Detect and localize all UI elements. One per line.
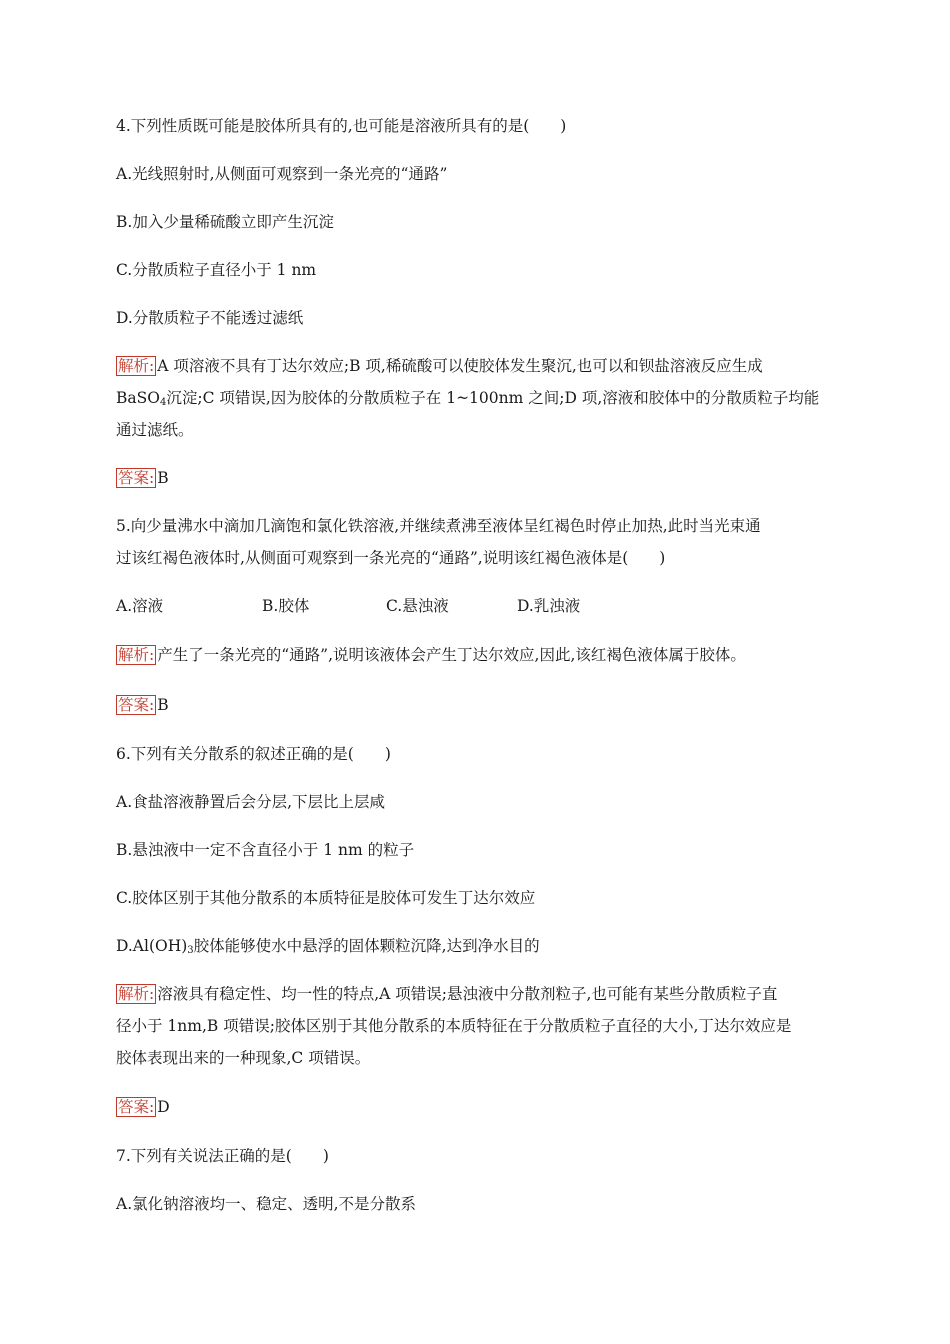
q6-option-a: A.食盐溶液静置后会分层,下层比上层咸 [116, 793, 386, 811]
analysis-label: 解析: [118, 985, 155, 1003]
answer-label: 答案: [118, 1098, 155, 1116]
q4-analysis-formula: BaSO [116, 389, 160, 407]
q4-option-c: C.分散质粒子直径小于 1 nm [116, 261, 317, 279]
q4-answer-value: B [157, 469, 169, 487]
q4-analysis-text-1: A 项溶液不具有丁达尔效应;B 项,稀硫酸可以使胶体发生聚沉,也可以和钡盐溶液反应生成 [157, 357, 763, 375]
answer-label: 答案: [118, 469, 155, 487]
q4-option-b: B.加入少量稀硫酸立即产生沉淀 [116, 213, 334, 231]
q6-answer [116, 1097, 836, 1117]
q4-option-d: D.分散质粒子不能透过滤纸 [116, 309, 304, 327]
q6-option-d [116, 936, 836, 961]
q6-analysis-text-1: 溶液具有稳定性、均一性的特点,A 项错误;悬浊液中分散剂粒子,也可能有某些分散质粒子直 [157, 985, 778, 1003]
q5-stem-line-2: 过该红褐色液体时,从侧面可观察到一条光亮的“通路”,说明该红褐色液体是( ) [116, 549, 666, 567]
q6-option-c: C.胶体区别于其他分散系的本质特征是胶体可发生丁达尔效应 [116, 889, 536, 907]
q6-stem: 6.下列有关分散系的叙述正确的是( ) [116, 745, 391, 763]
analysis-label: 解析: [118, 357, 155, 375]
q6-option-d-text: 胶体能够使水中悬浮的固体颗粒沉降,达到净水目的 [193, 937, 540, 955]
analysis-label: 解析: [118, 646, 155, 664]
q4-analysis-line-1 [116, 356, 836, 376]
q4-analysis-text-2: 沉淀;C 项错误,因为胶体的分散质粒子在 1~100nm 之间;D 项,溶液和胶体中的分散质粒子均能 [166, 389, 820, 407]
q4-analysis-subscript: 4 [159, 397, 167, 408]
q5-answer [116, 695, 836, 715]
q6-analysis-line-1 [116, 984, 836, 1004]
answer-label: 答案: [118, 696, 155, 714]
q6-option-d-subscript: 3 [187, 945, 194, 956]
q5-analysis [116, 645, 836, 665]
q5-stem-line-1: 5.向少量沸水中滴加几滴饱和氯化铁溶液,并继续煮沸至液体呈红褐色时停止加热,此时当光束通 [116, 517, 761, 535]
q5-analysis-text: 产生了一条光亮的“通路”,说明该液体会产生丁达尔效应,因此,该红褐色液体属于胶体。 [157, 646, 746, 664]
q6-option-b: B.悬浊液中一定不含直径小于 1 nm 的粒子 [116, 841, 415, 859]
q4-analysis-line-2 [116, 388, 836, 413]
q5-answer-value: B [157, 696, 169, 714]
q6-option-d-formula: D.Al(OH) [116, 937, 188, 955]
q7-option-a: A.氯化钠溶液均一、稳定、透明,不是分散系 [116, 1195, 417, 1213]
q5-option-b: B.胶体 [262, 597, 310, 615]
q4-answer [116, 468, 836, 488]
q4-analysis-line-3: 通过滤纸。 [116, 421, 194, 439]
q7-stem: 7.下列有关说法正确的是( ) [116, 1147, 329, 1165]
q6-analysis-line-2: 径小于 1nm,B 项错误;胶体区别于其他分散系的本质特征在于分散质粒子直径的大小,丁达尔效应是 [116, 1017, 792, 1035]
q6-answer-value: D [157, 1098, 170, 1116]
q6-analysis-line-3: 胶体表现出来的一种现象,C 项错误。 [116, 1049, 371, 1067]
q4-stem: 4.下列性质既可能是胶体所具有的,也可能是溶液所具有的是( ) [116, 117, 567, 135]
q5-option-d: D.乳浊液 [517, 597, 581, 615]
q5-option-a: A.溶液 [116, 597, 164, 615]
q4-option-a: A.光线照射时,从侧面可观察到一条光亮的“通路” [116, 165, 448, 183]
q5-option-c: C.悬浊液 [386, 597, 449, 615]
